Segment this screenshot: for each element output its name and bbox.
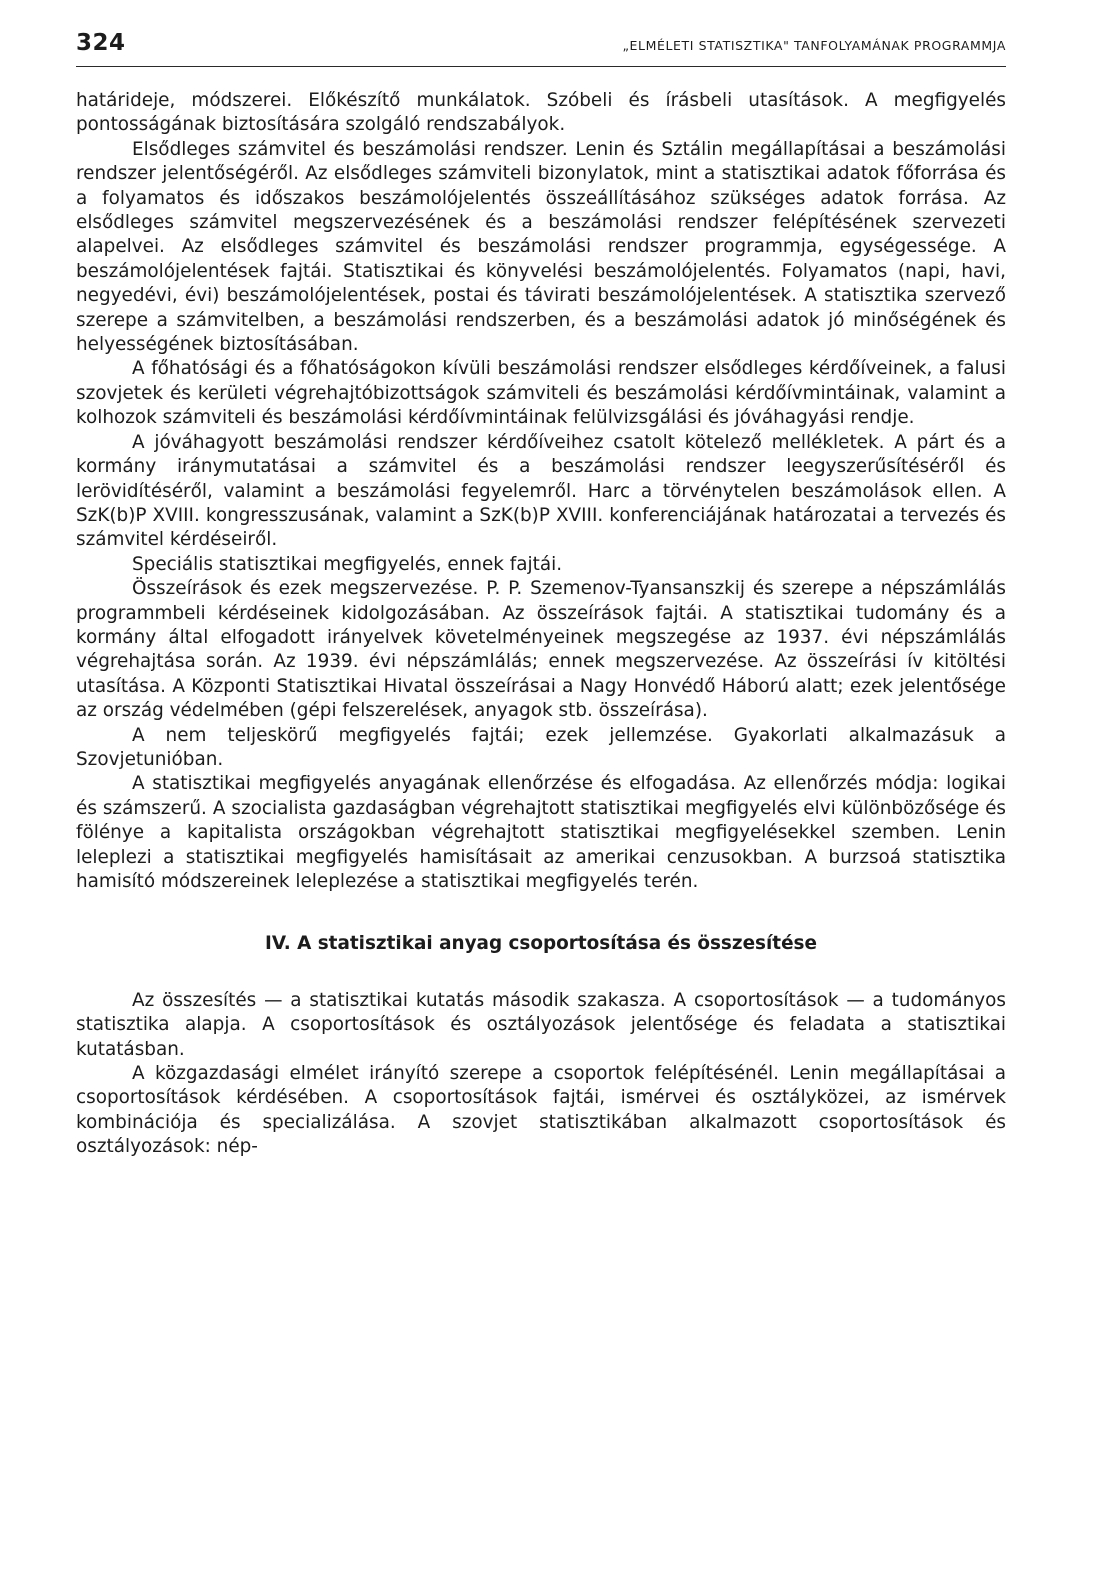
- paragraph: Összeírások és ezek megszervezése. P. P. Szemenov-Tyansanszkij és szerepe a népszámlálás programmbeli kérdéseinek kidolgozásában. Az összeírások fajtái. A statisztikai tudomány és a kormány által elfogadott irányelvek követelményeinek megszegése az 1937. évi népszámlálás végrehajtása során. Az 1939. évi népszámlálás; ennek megszervezése. Az összeírási ív kitöltési utasítása. A Központi Statisztikai Hivatal összeírásai a Nagy Honvédő Háború alatt; ezek jelentősége az ország védelmében (gépi felszerelések, anyagok stb. összeírása).: [76, 578, 1006, 722]
- paragraph: Az összesítés — a statisztikai kutatás második szakasza. A csoportosítások — a tudományos statisztika alapja. A csoportosítások és osztályozások jelentősége és feladata a statisztikai kutatásban.: [76, 989, 1006, 1060]
- book-page: [76, 30, 1006, 1160]
- paragraph: A nem teljeskörű megfigyelés fajtái; ezek jellemzése. Gyakorlati alkalmazásuk a Szovjetunióban.: [76, 724, 1006, 770]
- paragraph: határideje, módszerei. Előkészítő munkálatok. Szóbeli és írásbeli utasítások. A megfigyelés pontosságának biztosítására szolgáló rendszabályok.: [76, 90, 1006, 136]
- paragraph: A közgazdasági elmélet irányító szerepe a csoportok felépítésénél. Lenin megállapításai a csoportosítások kérdésében. A csoportosítások fajtái, ismérvei és osztályközei, az ismérvek kombinációja és specializálása. A szovjet statisztikában alkalmazott csoportosítások és osztályozások: nép-: [76, 1063, 1006, 1158]
- paragraph: Speciális statisztikai megfigyelés, ennek fajtái.: [132, 553, 563, 575]
- paragraph: A jóváhagyott beszámolási rendszer kérdőíveihez csatolt kötelező mellékletek. A párt és a kormány iránymutatásai a számvitel és a beszámolási rendszer leegyszerűsítéséről és lerövidítéséről, valamint a beszámolási fegyelemről. Harc a törvénytelen beszámolások ellen. A SzK(b)P XVIII. kongresszusának, valamint a SzK(b)P XVIII. konferenciájának határozatai a tervezés és számvitel kérdéseiről.: [76, 431, 1006, 551]
- page-number: 324: [76, 30, 126, 56]
- running-title: „ELMÉLETI STATISZTIKA" TANFOLYAMÁNAK PROGRAMMJA: [622, 38, 1006, 53]
- paragraph: A statisztikai megfigyelés anyagának ellenőrzése és elfogadása. Az ellenőrzés módja: logikai és számszerű. A szocialista gazdaságban végrehajtott statisztikai megfigyelés elvi különbözősége és fölénye a kapitalista országokban végrehajtott statisztikai megfigyelésekkel szemben. Lenin leleplezi a statisztikai megfigyelés hamisításait az amerikai cenzusokban. A burzsoá statisztika hamisító módszereinek leleplezése a statisztikai megfigyelés terén.: [76, 773, 1006, 892]
- paragraph: Elsődleges számvitel és beszámolási rendszer. Lenin és Sztálin megállapításai a beszámolási rendszer jelentőségéről. Az elsődleges számviteli bizonylatok, mint a statisztikai adatok főforrása és a folyamatos és időszakos beszámolójelentés összeállításához szükséges adatok forrása. Az elsődleges számvitel megszervezésének és a beszámolási rendszer felépítésének szervezeti alapelvei. Az elsődleges számvitel és beszámolási rendszer programmja, egységessége. A beszámolójelentések fajtái. Statisztikai és könyvelési beszámolójelentés. Folyamatos (napi, havi, negyedévi, évi) beszámolójelentések, postai és távirati beszámolójelentések. A statisztika szervező szerepe a számvitelben, a beszámolási rendszerben, és a beszámolási adatok jó minőségének és helyességének biztosításában.: [76, 138, 1006, 356]
- section-heading: IV. A statisztikai anyag csoportosítása és összesítése: [265, 933, 817, 955]
- body-text: [76, 89, 1006, 1160]
- running-header: [76, 30, 1006, 67]
- paragraph: A főhatósági és a főhatóságokon kívüli beszámolási rendszer elsődleges kérdőíveinek, a falusi szovjetek és kerületi végrehajtóbizottságok számviteli és beszámolási kérdőívmintáinak, valamint a kolhozok számviteli és beszámolási kérdőívmintáinak felülvizsgálási és jóváhagyási rendje.: [76, 358, 1006, 429]
